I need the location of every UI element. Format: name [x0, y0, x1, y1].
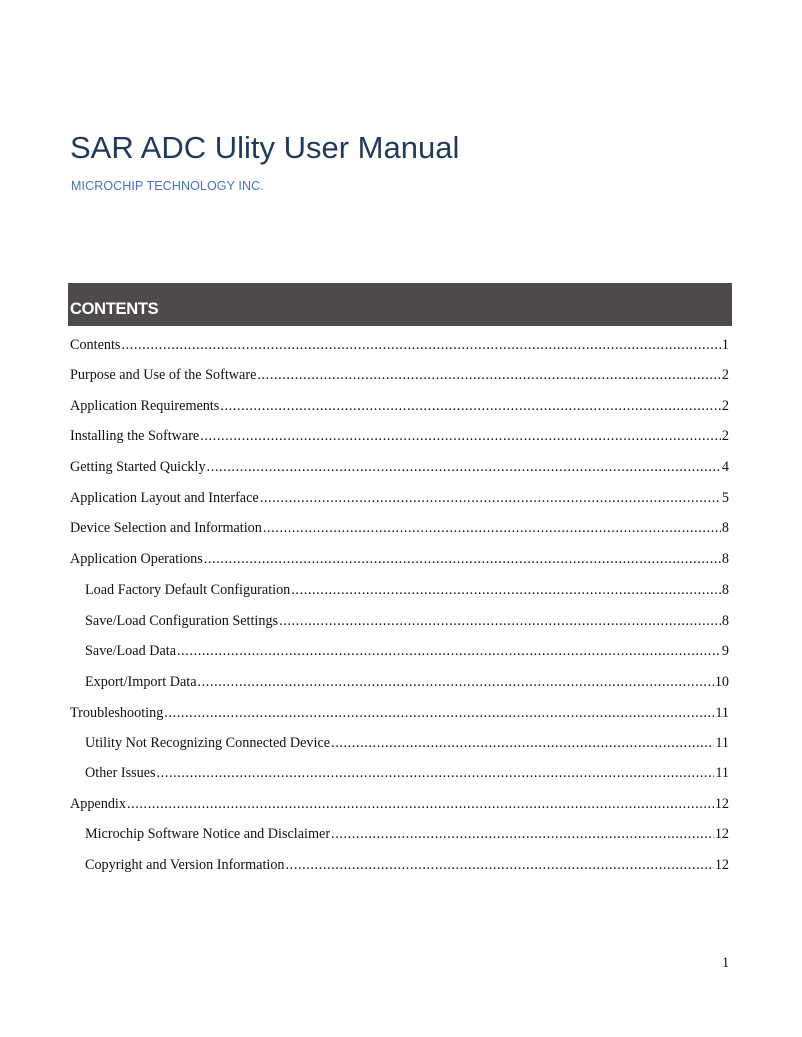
contents-heading: CONTENTS	[70, 300, 159, 318]
toc-entry-label: Save/Load Data	[85, 643, 176, 659]
toc-entry[interactable]	[85, 670, 729, 694]
toc-entry[interactable]	[85, 609, 729, 633]
toc-entry-label: Copyright and Version Information	[85, 857, 285, 873]
toc-dot-leader	[177, 639, 721, 663]
contents-header-bar	[68, 283, 732, 326]
toc-dot-leader	[127, 792, 714, 816]
toc-entry[interactable]	[85, 639, 729, 663]
toc-entry-page-number: 5	[721, 490, 729, 506]
toc-dot-leader	[331, 731, 714, 755]
toc-entry[interactable]	[85, 853, 729, 877]
toc-dot-leader	[121, 333, 720, 357]
toc-entry-page-number: 2	[721, 428, 729, 444]
toc-entry[interactable]	[85, 822, 729, 846]
toc-dot-leader	[260, 486, 721, 510]
toc-entry[interactable]	[70, 516, 729, 540]
toc-dot-leader	[204, 547, 721, 571]
toc-entry-page-number: 1	[721, 337, 729, 353]
toc-dot-leader	[286, 853, 714, 877]
toc-dot-leader	[279, 609, 721, 633]
toc-dot-leader	[157, 761, 715, 785]
toc-entry[interactable]	[85, 578, 729, 602]
toc-dot-leader	[198, 670, 714, 694]
toc-dot-leader	[200, 424, 721, 448]
toc-entry-label: Getting Started Quickly	[70, 459, 206, 475]
toc-entry-label: Installing the Software	[70, 428, 200, 444]
toc-entry[interactable]	[85, 761, 729, 785]
toc-entry-label: Troubleshooting	[70, 705, 164, 721]
document-title: SAR ADC Ulity User Manual	[70, 130, 460, 165]
toc-entry-page-number: 9	[721, 643, 729, 659]
toc-entry-label: Export/Import Data	[85, 674, 197, 690]
toc-entry-label: Application Operations	[70, 551, 203, 567]
toc-entry[interactable]	[70, 363, 729, 387]
toc-entry-label: Microchip Software Notice and Disclaimer	[85, 826, 331, 842]
toc-entry-page-number: 10	[714, 674, 729, 690]
toc-entry-label: Application Requirements	[70, 398, 220, 414]
toc-dot-leader	[207, 455, 721, 479]
toc-entry-page-number: 11	[715, 705, 729, 721]
toc-entry-page-number: 4	[721, 459, 729, 475]
toc-entry-label: Contents	[70, 337, 121, 353]
document-subtitle: MICROCHIP TECHNOLOGY INC.	[71, 179, 264, 193]
toc-dot-leader	[263, 516, 721, 540]
toc-entry-label: Load Factory Default Configuration	[85, 582, 291, 598]
toc-entry[interactable]	[70, 394, 729, 418]
toc-entry-page-number: 11	[715, 765, 729, 781]
toc-entry-page-number: 8	[721, 613, 729, 629]
toc-entry[interactable]	[70, 333, 729, 357]
toc-dot-leader	[291, 578, 721, 602]
toc-dot-leader	[331, 822, 714, 846]
toc-entry-label: Application Layout and Interface	[70, 490, 259, 506]
toc-entry-page-number: 2	[721, 367, 729, 383]
toc-entry-page-number: 11	[715, 735, 729, 751]
toc-dot-leader	[257, 363, 721, 387]
toc-entry[interactable]	[70, 424, 729, 448]
toc-entry[interactable]	[70, 455, 729, 479]
toc-entry-label: Purpose and Use of the Software	[70, 367, 257, 383]
toc-entry-label: Appendix	[70, 796, 126, 812]
toc-entry[interactable]	[70, 792, 729, 816]
toc-dot-leader	[220, 394, 721, 418]
toc-entry-label: Save/Load Configuration Settings	[85, 613, 279, 629]
toc-entry-page-number: 12	[714, 857, 729, 873]
toc-entry-label: Other Issues	[85, 765, 156, 781]
toc-entry-label: Utility Not Recognizing Connected Device	[85, 735, 331, 751]
toc-entry-label: Device Selection and Information	[70, 520, 262, 536]
toc-entry-page-number: 8	[721, 520, 729, 536]
toc-entry-page-number: 2	[721, 398, 729, 414]
toc-entry[interactable]	[70, 701, 729, 725]
toc-entry[interactable]	[70, 547, 729, 571]
toc-entry-page-number: 8	[721, 551, 729, 567]
toc-entry-page-number: 8	[721, 582, 729, 598]
toc-dot-leader	[164, 701, 714, 725]
page-number: 1	[722, 955, 730, 971]
toc-entry[interactable]	[85, 731, 729, 755]
toc-entry-page-number: 12	[714, 826, 729, 842]
toc-entry[interactable]	[70, 486, 729, 510]
toc-entry-page-number: 12	[714, 796, 729, 812]
